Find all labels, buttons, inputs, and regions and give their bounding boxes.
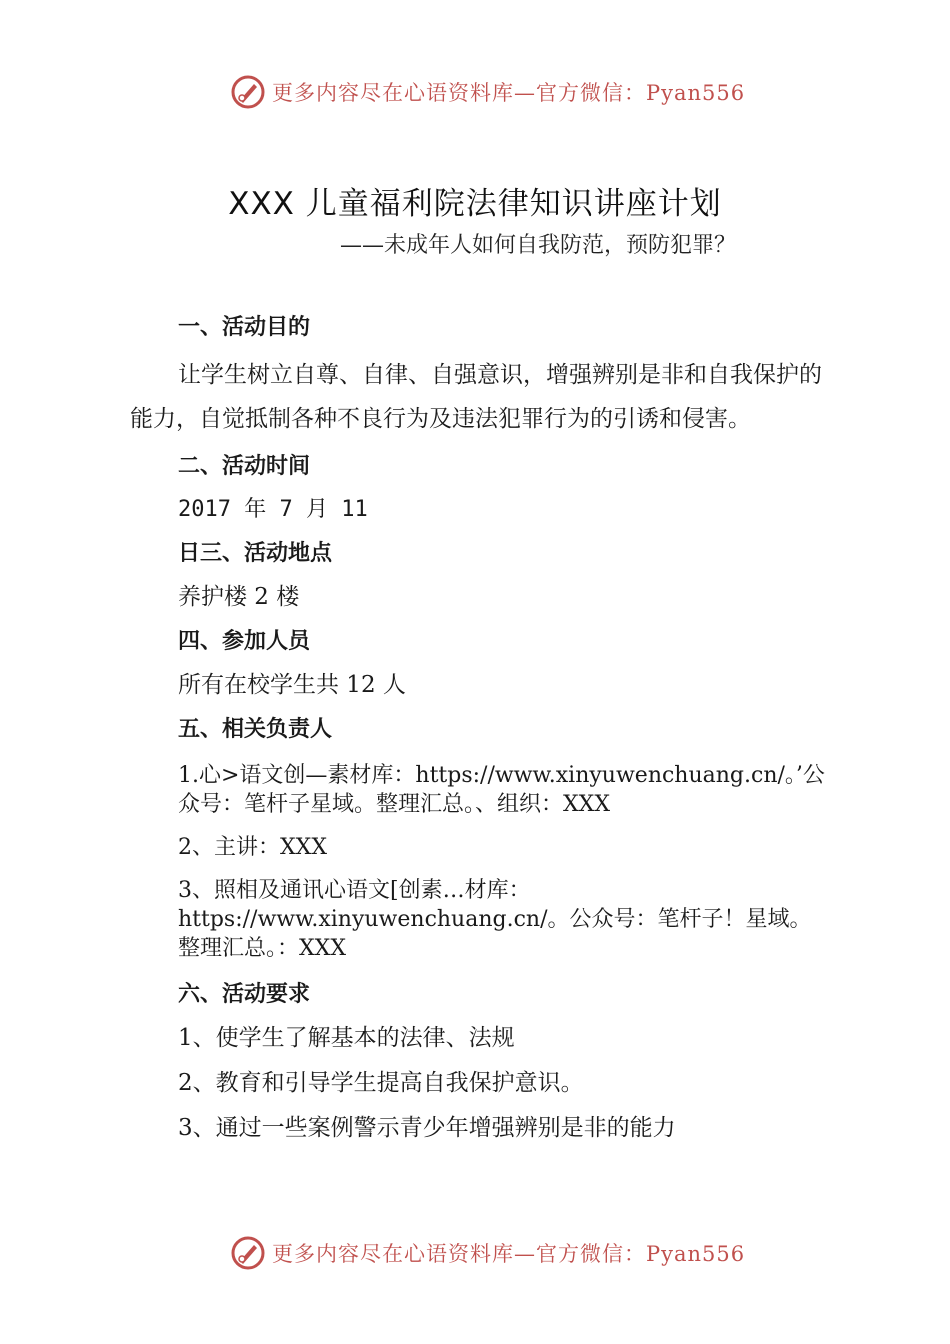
footer-watermark [230, 1233, 745, 1273]
section-heading: 二、活动时间 [178, 454, 311, 480]
header-watermark [230, 72, 745, 112]
pen-logo-icon [230, 74, 266, 110]
list-item: 1.心>语文创—素材库：https://www.xinyuwenchuang.cn/。’公众号：笔杆子星域。整理汇总。、组织：XXX [178, 762, 825, 817]
section-heading: 一、活动目的 [178, 315, 311, 340]
section-line: 所有在校学生共 12 人 [178, 671, 406, 698]
section-paragraph: 让学生树立自尊、自律、自强意识，增强辨别是非和自我保护的能力，自觉抵制各种不良行为及违法犯罪行为的引诱和侵害。 [130, 362, 822, 433]
document-subtitle: ——未成年人如何自我防范，预防犯罪？ [340, 233, 737, 258]
section-heading: 五、相关负责人 [178, 716, 333, 742]
section-heading: 四、参加人员 [178, 628, 311, 654]
list-item: 2、主讲：XXX [178, 834, 327, 860]
watermark-text: 更多内容尽在心语资料库—官方微信：Pyan556 [272, 81, 746, 105]
section-heading: 日三、活动地点 [178, 540, 333, 566]
list-item: 3、照相及通讯心语文[创素…材库：https://www.xinyuwenchuang.cn/。公众号：笔杆子！星域。整理汇总。：XXX [178, 877, 812, 961]
document-title: XXX 儿童福利院法律知识讲座计划 [228, 186, 722, 222]
list-item: 2、教育和引导学生提高自我保护意识。 [178, 1069, 584, 1096]
watermark-text: 更多内容尽在心语资料库—官方微信：Pyan556 [272, 1242, 746, 1266]
list-item: 3、通过一些案例警示青少年增强辨别是非的能力 [178, 1114, 676, 1141]
section-line: 2017 年 7 月 11 [178, 497, 368, 523]
list-item: 1、使学生了解基本的法律、法规 [178, 1024, 515, 1051]
document-body [130, 310, 830, 1146]
pen-logo-icon [230, 1235, 266, 1271]
section-heading: 六、活动要求 [178, 981, 311, 1007]
section-line: 养护楼 2 楼 [178, 583, 300, 610]
